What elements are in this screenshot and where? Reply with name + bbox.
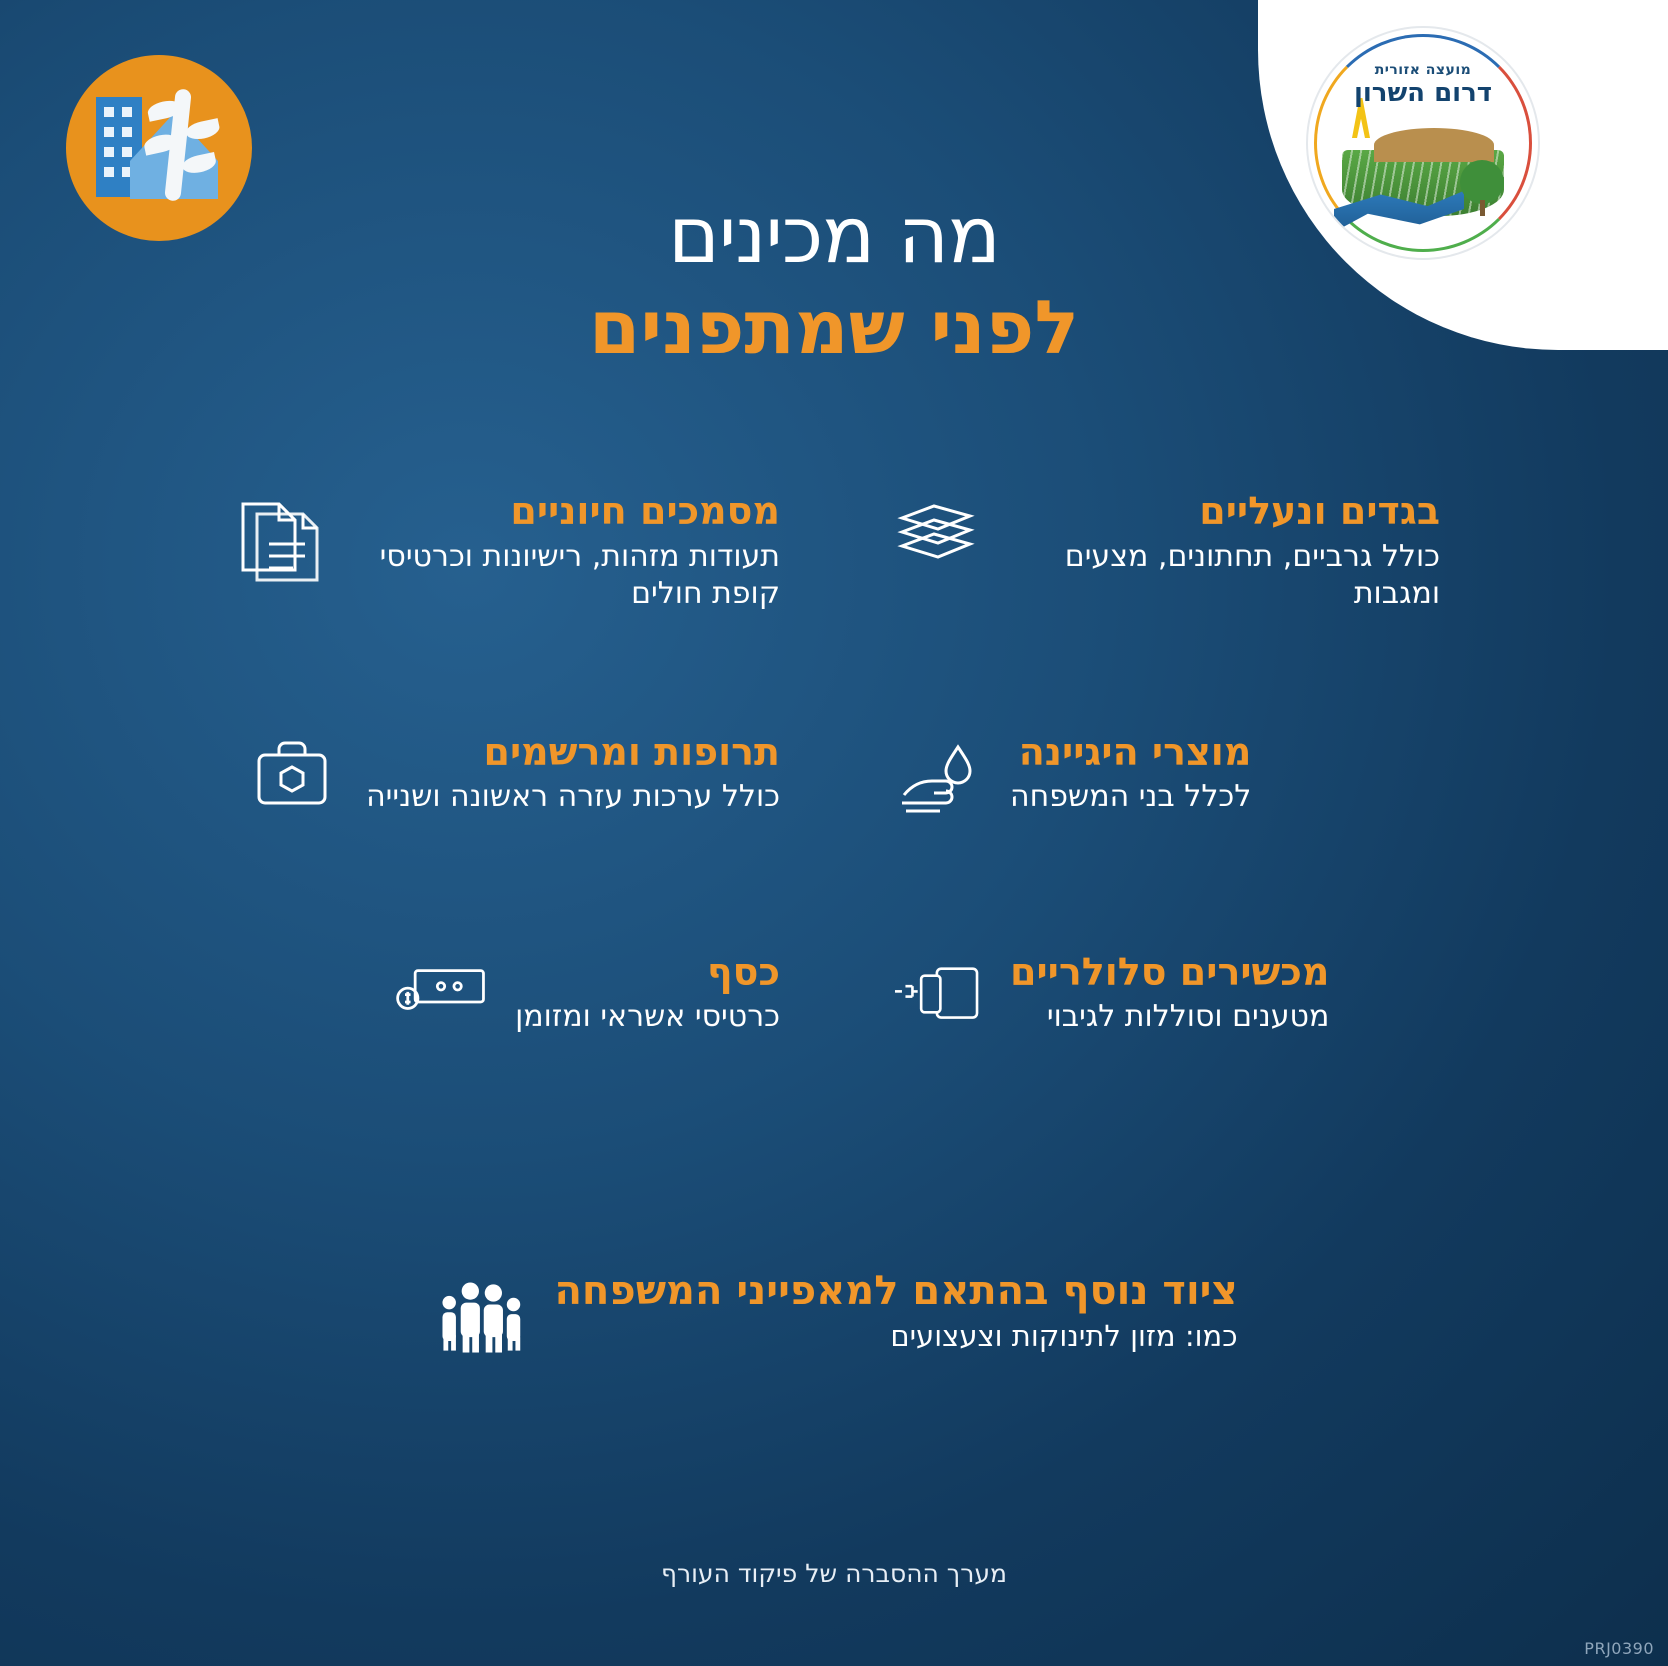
- checklist-item-phones: [888, 951, 1588, 1053]
- checklist-item-hygiene: [888, 731, 1588, 833]
- hand-wash-icon: [888, 731, 984, 833]
- first-aid-kit-icon: [244, 731, 340, 833]
- item-title: תרופות ומרשמים: [483, 729, 780, 774]
- family-icon: [430, 1268, 526, 1370]
- checklist-item-medicine: [80, 731, 780, 833]
- footer-text: מערך ההסברה של פיקוד העורף: [661, 1559, 1007, 1588]
- checklist-item-clothes: [888, 490, 1588, 613]
- logo-hill-graphic: [1374, 128, 1494, 162]
- item-desc: תעודות מזהות, רישיונות וכרטיסי קופת חולים: [379, 538, 780, 612]
- phone-charger-icon: [888, 951, 984, 1053]
- checklist-item-documents: [80, 490, 780, 613]
- checklist-item-money: [80, 951, 780, 1053]
- banknote-icon: [393, 951, 489, 1053]
- item-desc: כולל ערכות עזרה ראשונה ושנייה: [366, 779, 780, 815]
- logo-main-text: דרום השרון: [1353, 78, 1493, 108]
- item-desc: מטענים וסוללות לגיבוי: [1046, 999, 1330, 1035]
- folded-clothes-icon: [888, 490, 984, 592]
- item-desc: כולל גרביים, תחתונים, מצעים ומגבות: [1064, 538, 1440, 612]
- item-desc: כרטיסי אשראי ומזומן: [515, 999, 780, 1035]
- poster-title: [0, 191, 1668, 371]
- title-line-2: לפני שמתפנים: [588, 284, 1080, 371]
- checklist-row: [80, 731, 1588, 833]
- item-desc: לכלל בני המשפחה: [1010, 779, 1252, 815]
- item-title: כסף: [707, 949, 780, 994]
- project-code: PRJ0390: [1584, 1639, 1654, 1658]
- item-desc: כמו: מזון לתינוקות וצעצועים: [890, 1319, 1238, 1353]
- documents-icon: [228, 490, 324, 592]
- checklist-row: [80, 951, 1588, 1053]
- checklist-item-extra-equipment: [0, 1268, 1668, 1370]
- item-title: מוצרי היגיינה: [1018, 729, 1252, 774]
- checklist-row: [80, 490, 1588, 613]
- item-title: מסמכים חיוניים: [510, 489, 780, 533]
- title-line-1: מה מכינים: [668, 191, 1000, 281]
- logo-top-text: מועצה אזורית: [1374, 62, 1472, 78]
- item-title: בגדים ונעליים: [1199, 489, 1440, 533]
- checklist-grid: [80, 490, 1588, 1171]
- item-title: מכשירים סלולריים: [1010, 949, 1330, 994]
- item-title: ציוד נוסף בהתאם למאפייני המשפחה: [554, 1268, 1238, 1314]
